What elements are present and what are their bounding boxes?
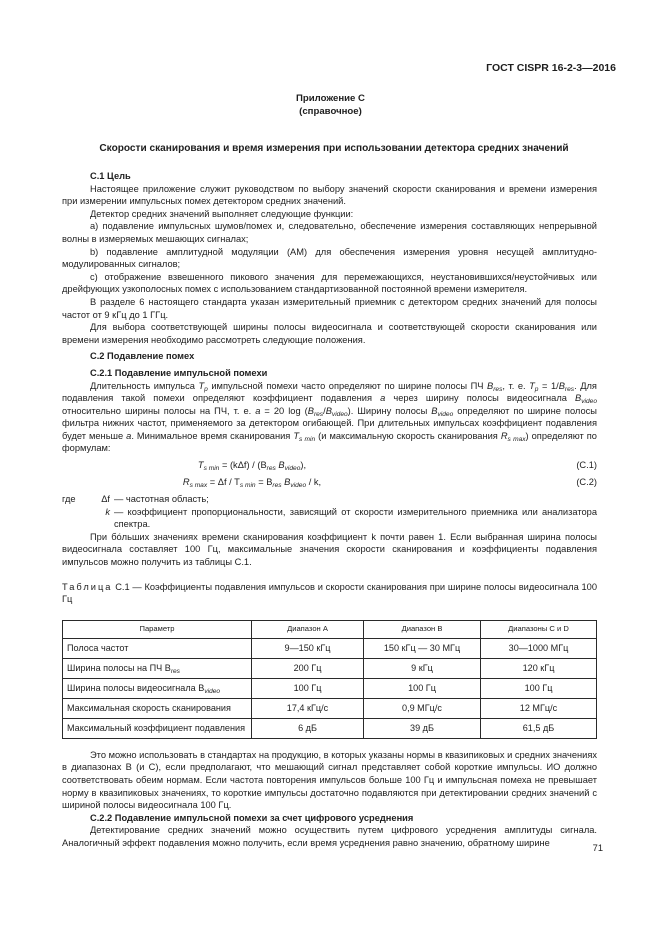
document-id-header: ГОСТ CISPR 16-2-3—2016 (486, 62, 616, 74)
table-c1 (62, 620, 597, 739)
table-row (63, 718, 597, 738)
section-c22-heading: С.2.2 Подавление импульсной помехи за счет цифрового усреднения (90, 812, 414, 823)
formula-c1-number: (С.1) (576, 460, 597, 471)
table-cell: Максимальный коэффициент подавления (63, 718, 252, 738)
paragraph: В разделе 6 настоящего стандарта указан измерительный приемник с детектором средних значений для полосы частот от 9 кГц до 1 ГГц. (62, 296, 597, 320)
annex-title: Приложение С (296, 93, 365, 104)
definition-delta-f: где Δf — частотная область; (62, 494, 209, 505)
table-cell: 12 МГц/с (481, 698, 597, 718)
table-cell: 9 кГц (364, 658, 481, 678)
paragraph: Детектирование средних значений можно осуществить путем цифрового усреднения амплитуды сигнала. Аналогичный эффект подавления можно получить, если время усреднения равно значению, обратному ширине (62, 825, 597, 848)
table-cell: 100 Гц (481, 678, 597, 698)
table-cell: 100 Гц (252, 678, 364, 698)
table-cell: 150 кГц — 30 МГц (364, 638, 481, 658)
definition-k: k — коэффициент пропорциональности, зависящий от скорости измерительного приемника или анализатора спектра. (105, 506, 597, 530)
table-cell: Ширина полосы на ПЧ $B_{res}$ (63, 658, 252, 678)
table-header-cell: Параметр (63, 620, 252, 638)
table-cell: 200 Гц (252, 658, 364, 678)
formula-c2-expression: $R_{s max} = \Delta f / T_{s min} = B_{res}$ $B_{video}$ / k, (182, 477, 322, 490)
table-header-cell: Диапазон В (364, 620, 481, 638)
table-row (63, 658, 597, 678)
main-title: Скорости сканирования и время измерения при использовании детектора средних значений (99, 143, 569, 154)
formula-c1-expression: $T_{s min} = (k\Delta f) / (B_{res}$ $B_{video}$), (197, 460, 307, 473)
formula-c1 (62, 459, 597, 472)
section-c1-heading: С.1 Цель (90, 171, 131, 181)
annex-type: (справочное) (299, 105, 362, 117)
table-cell: 100 Гц (364, 678, 481, 698)
list-item-b: b) подавление амплитудной модуляции (АМ) для обеспечения измерения уровня несущей амплитудно-модулированных сигналов; (62, 246, 597, 270)
table-row (63, 638, 597, 658)
table-cell: 61,5 дБ (481, 718, 597, 738)
paragraph: При бóльших значениях времени сканирования коэффициент k почти равен 1. Если выбранная ширина полосы видеосигнала составляет 100 Гц, максимальные значения скорости сканирования и коэффициенты подавления импульсов можно получить из таблицы С.1. (62, 531, 597, 568)
table-header-cell: Диапазон А (252, 620, 364, 638)
document-body (62, 170, 597, 850)
table-cell: 120 кГц (481, 658, 597, 678)
paragraph: Детектор средних значений выполняет следующие функции: (90, 208, 354, 219)
paragraph: Настоящее приложение служит руководством по выбору значений скорости сканирования и времени измерения при измерении импульсных помех детектором средних значений. (62, 183, 597, 207)
annex-heading (0, 93, 661, 118)
section-c2-heading: С.2 Подавление помех (90, 351, 195, 362)
paragraph: Для выбора соответствующей ширины полосы видеосигнала и соответствующей скорости сканирования или времени измерения необходимо рассмотреть следующие положения. (62, 322, 597, 345)
table-row (63, 698, 597, 718)
table-header-cell: Диапазоны С и D (481, 620, 597, 638)
table-cell: 0,9 МГц/с (364, 698, 481, 718)
paragraph: Это можно использовать в стандартах на продукцию, в которых указаны нормы в квазипиковых и средних значениях в диапазонах В (и С), если предполагают, что мешающий сигнал представляет собой короткие импульсы. ИО должно соответствовать обеим нормам. Если частота повторения импульсов больше 100 Гц и импульсная помеха не превышает норму в квазипиковых значениях, то короткие импульсы достаточно подавляются при детектировании средних значений с шириной полосы видеосигнала 100 Гц. (62, 749, 597, 811)
table-cell: 30—1000 МГц (481, 638, 597, 658)
section-c21-heading: С.2.1 Подавление импульсной помехи (90, 367, 268, 378)
table-cell: Ширина полосы видеосигнала $B_{video}$ (63, 678, 252, 698)
table-cell: 39 дБ (364, 718, 481, 738)
formula-c2 (62, 476, 597, 489)
table-caption: Таблица С.1 — Коэффициенты подавления импульсов и скорости сканирования при ширине полосы видеосигнала 100 Гц (62, 581, 597, 605)
table-cell: Максимальная скорость сканирования (63, 698, 252, 718)
table-cell: 17,4 кГц/с (252, 698, 364, 718)
table-cell: 9—150 кГц (252, 638, 364, 658)
list-item-a: а) подавление импульсных шумов/помех и, следовательно, обеспечение измерения составляющих непрерывной волны в измеряемых мешающих сигналах; (62, 221, 597, 244)
table-cell: 6 дБ (252, 718, 364, 738)
paragraph-pulse-duration: Длительность импульса $T_p$ импульсной помехи часто определяют по ширине полосы ПЧ $B_{res}$, т. е. $T_p = 1/B_{res}$. Для подавления такой помехи определяют коэффициент подавления a через ширину полосы видеосигнала $B_{video}$ относительно ширины полосы на ПЧ, т. е. a = 20 $\log (B_{res}/B_{video})$. Ширину полосы $B_{video}$ определяют по ширине полосы фильтра нижних частот, применяемого за детектором огибающей. При длительных импульсах коэффициент подавления будет меньше a. Минимальное время сканирования $T_{s min}$ (и максимальную скорость сканирования $R_{s max}$) определяют по формулам: (62, 380, 597, 454)
formula-c2-number: (С.2) (576, 477, 597, 488)
table-header-row (63, 620, 597, 638)
page-number: 71 (592, 843, 603, 853)
table-row (63, 678, 597, 698)
list-item-c: с) отображение взвешенного пикового значения для перемежающихся, неустановившихся/неустойчивых или дрейфующих узкополосных помех с использованием стандартизованной постоянной времени измерителя. (62, 271, 597, 295)
table-cell: Полоса частот (63, 638, 252, 658)
